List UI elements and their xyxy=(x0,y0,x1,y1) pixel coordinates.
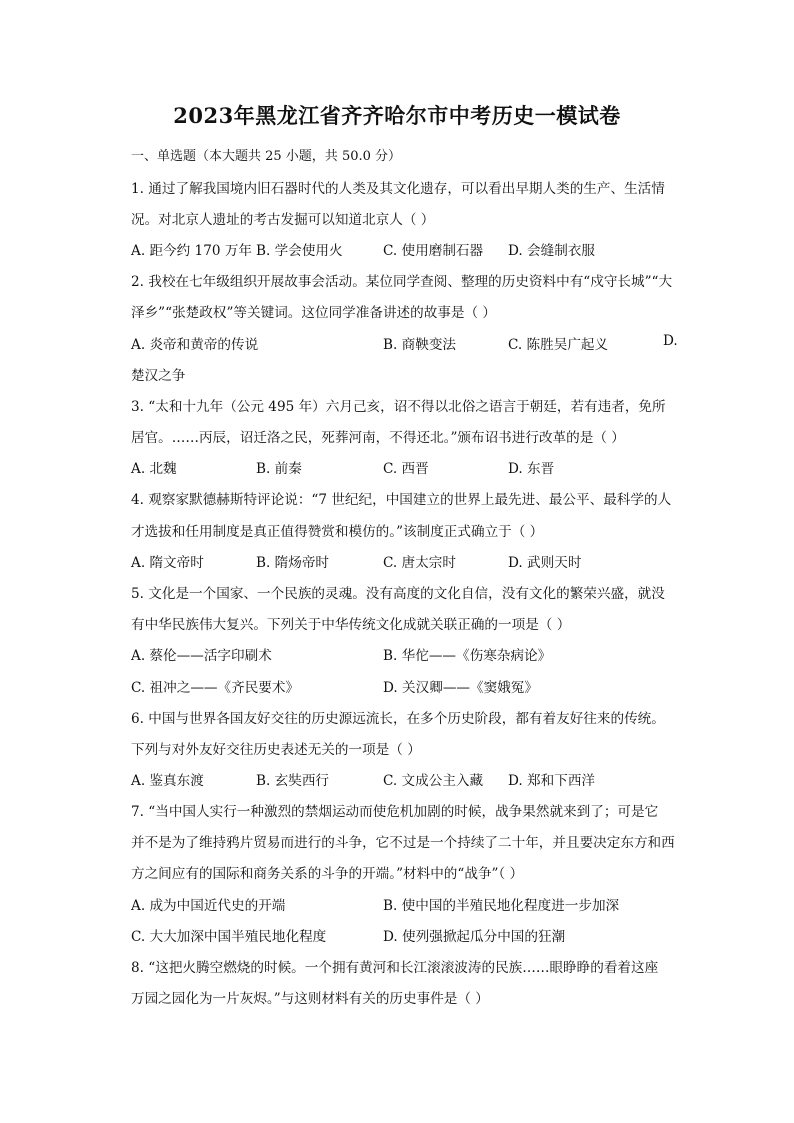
question-6-line-1: 6. 中国与世界各国友好交往的历史源远流长，在多个历史阶段，都有着友好往来的传统。 xyxy=(131,711,665,727)
question-4-line-1: 4. 观察家默德赫斯特评论说：“7 世纪纪，中国建立的世界上最先进、最公平、最科学的人 xyxy=(131,492,672,508)
question-8-line-1: 8. “这把火腾空燃烧的时候。一个拥有黄河和长江滚滚波涛的民族……眼睁睁的看着这座 xyxy=(131,960,659,976)
question-7-line-3: 方之间应有的国际和商务关系的斗争的开端。”材料中的“战争”（ ） xyxy=(131,866,524,882)
exam-title: 2023年黑龙江省齐齐哈尔市中考历史一模试卷 xyxy=(173,103,621,128)
question-1-option-c: C. 使用磨制石器 xyxy=(383,243,484,259)
question-3-option-b: B. 前秦 xyxy=(256,461,302,477)
question-5-option-d: D. 关汉卿——《窦娥冤》 xyxy=(383,680,538,696)
question-3-option-d: D. 东晋 xyxy=(508,461,555,477)
question-4-line-2: 才选拔和任用制度是真正值得赞赏和模仿的。”该制度正式确立于（ ） xyxy=(131,524,544,540)
question-1-option-b: B. 学会使用火 xyxy=(256,243,343,259)
question-6-line-2: 下列与对外友好交往历史表述无关的一项是（ ） xyxy=(131,742,421,758)
question-5-option-a: A. 蔡伦——活字印刷术 xyxy=(131,648,272,664)
question-3-option-c: C. 西晋 xyxy=(383,461,429,477)
question-2-option-b: B. 商鞅变法 xyxy=(383,337,457,353)
question-7-line-2: 并不是为了维持鸦片贸易而进行的斗争，它不过是一个持续了二十年，并且要决定东方和西 xyxy=(131,835,675,851)
question-3-line-2: 居官。……丙辰，诏迁洛之民，死葬河南，不得还北。”颁布诏书进行改革的是（ ） xyxy=(131,430,625,446)
question-2-option-d-text: 楚汉之争 xyxy=(131,368,186,384)
question-2-option-c: C. 陈胜吴广起义 xyxy=(508,337,609,353)
question-7-option-b: B. 使中国的半殖民地化程度进一步加深 xyxy=(383,898,620,914)
question-5-line-2: 有中华民族伟大复兴。下列关于中华传统文化成就关联正确的一项是（ ） xyxy=(131,617,571,633)
question-4-option-b: B. 隋炀帝时 xyxy=(256,555,330,571)
question-3-line-1: 3. “太和十九年（公元 495 年）六月己亥，诏不得以北俗之语言于朝廷，若有违者，免所 xyxy=(131,399,666,415)
question-1-option-d: D. 会缝制衣服 xyxy=(508,243,596,259)
question-7-line-1: 7. “当中国人实行一种激烈的禁烟运动而使危机加剧的时候，战争果然就来到了；可是它 xyxy=(131,804,659,820)
question-1-line-2: 况。对北京人遗址的考古发掘可以知道北京人（ ） xyxy=(131,212,435,228)
question-1-line-1: 1. 通过了解我国境内旧石器时代的人类及其文化遗存，可以看出早期人类的生产、生活情 xyxy=(131,181,665,197)
question-6-option-d: D. 郑和下西洋 xyxy=(508,773,596,789)
question-1-option-a: A. 距今约 170 万年 xyxy=(131,243,253,259)
question-2-line-1: 2. 我校在七年级组织开展故事会活动。某位同学查阅、整理的历史资料中有“戍守长城”“大 xyxy=(131,274,673,290)
question-6-option-a: A. 鉴真东渡 xyxy=(131,773,204,789)
question-5-line-1: 5. 文化是一个国家、一个民族的灵魂。没有高度的文化自信，没有文化的繁荣兴盛，就没 xyxy=(131,586,665,602)
question-6-option-c: C. 文成公主入藏 xyxy=(383,773,484,789)
question-5-option-c: C. 祖冲之——《齐民要术》 xyxy=(131,680,300,696)
question-2-option-a: A. 炎帝和黄帝的传说 xyxy=(131,337,259,353)
question-5-option-b: B. 华佗——《伤寒杂病论》 xyxy=(383,648,552,664)
question-2-option-d-label: D. xyxy=(663,333,678,349)
question-3-option-a: A. 北魏 xyxy=(131,461,177,477)
question-4-option-c: C. 唐太宗时 xyxy=(383,555,456,571)
question-7-option-c: C. 大大加深中国半殖民地化程度 xyxy=(131,929,327,945)
question-4-option-d: D. 武则天时 xyxy=(508,555,582,571)
question-7-option-d: D. 使列强掀起瓜分中国的狂潮 xyxy=(383,929,566,945)
section-heading: 一、单选题（本大题共 25 小题，共 50.0 分） xyxy=(131,149,402,164)
question-2-line-2: 泽乡”“张楚政权”等关键词。这位同学准备讲述的故事是（ ） xyxy=(131,305,497,321)
question-8-line-2: 万园之园化为一片灰烬。”与这则材料有关的历史事件是（ ） xyxy=(131,991,489,1007)
question-4-option-a: A. 隋文帝时 xyxy=(131,555,204,571)
question-6-option-b: B. 玄奘西行 xyxy=(256,773,330,789)
question-7-option-a: A. 成为中国近代史的开端 xyxy=(131,898,286,914)
